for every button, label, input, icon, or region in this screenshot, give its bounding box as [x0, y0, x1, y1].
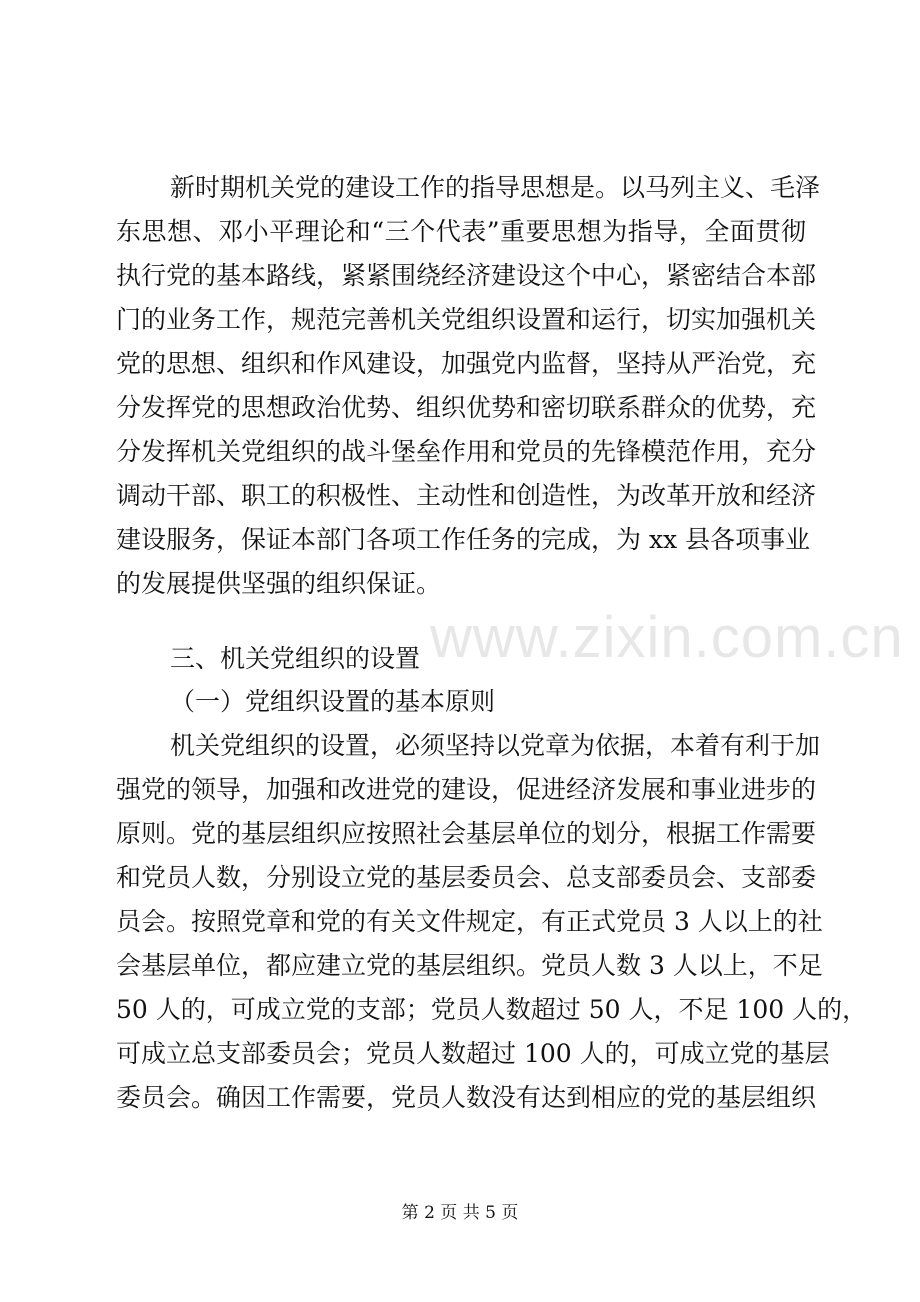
- paragraph-2-line: 50 人的，可成立党的支部；党员人数超过 50 人，不足 100 人的，: [116, 995, 868, 1024]
- watermark: www.zixin.com.cn: [430, 605, 904, 670]
- paragraph-1-line: 分发挥党的思想政治优势、组织优势和密切联系群众的优势，充: [116, 393, 817, 422]
- sub-heading: （一）党组织设置的基本原则: [170, 687, 496, 716]
- paragraph-1-line: 东思想、邓小平理论和“三个代表”重要思想为指导，全面贯彻: [116, 217, 806, 246]
- paragraph-1-line: 党的思想、组织和作风建设，加强党内监督，坚持从严治党，充: [116, 349, 817, 378]
- paragraph-2-line: 强党的领导，加强和改进党的建设，促进经济发展和事业进步的: [116, 775, 817, 804]
- paragraph-1-line: 调动干部、职工的积极性、主动性和创造性，为改革开放和经济: [116, 481, 817, 510]
- paragraph-1-line: 门的业务工作，规范完善机关党组织设置和运行，切实加强机关: [116, 305, 817, 334]
- paragraph-1-line: 建设服务，保证本部门各项工作任务的完成，为 xx 县各项事业: [116, 525, 811, 554]
- paragraph-2-line: 和党员人数，分别设立党的基层委员会、总支部委员会、支部委: [116, 863, 817, 892]
- paragraph-2-line: 员会。按照党章和党的有关文件规定，有正式党员 3 人以上的社: [116, 907, 823, 936]
- paragraph-1-line: 分发挥机关党组织的战斗堡垒作用和党员的先锋模范作用，充分: [116, 437, 817, 466]
- paragraph-2-line: 原则。党的基层组织应按照社会基层单位的划分，根据工作需要: [116, 819, 817, 848]
- paragraph-2-line: 机关党组织的设置，必须坚持以党章为依据，本着有利于加: [170, 731, 821, 760]
- page-footer: 第 2 页 共 5 页: [401, 1203, 519, 1223]
- paragraph-2-line: 可成立总支部委员会；党员人数超过 100 人的，可成立党的基层: [116, 1039, 830, 1068]
- paragraph-2-line: 会基层单位，都应建立党的基层组织。党员人数 3 人以上，不足: [116, 951, 823, 980]
- paragraph-1-line: 新时期机关党的建设工作的指导思想是。以马列主义、毛泽: [170, 173, 821, 202]
- section-heading: 三、机关党组织的设置: [170, 644, 421, 673]
- paragraph-2-line: 委员会。确因工作需要，党员人数没有达到相应的党的基层组织: [116, 1083, 817, 1112]
- paragraph-1-line: 执行党的基本路线，紧紧围绕经济建设这个中心，紧密结合本部: [116, 261, 817, 290]
- paragraph-1-line: 的发展提供坚强的组织保证。: [116, 569, 442, 598]
